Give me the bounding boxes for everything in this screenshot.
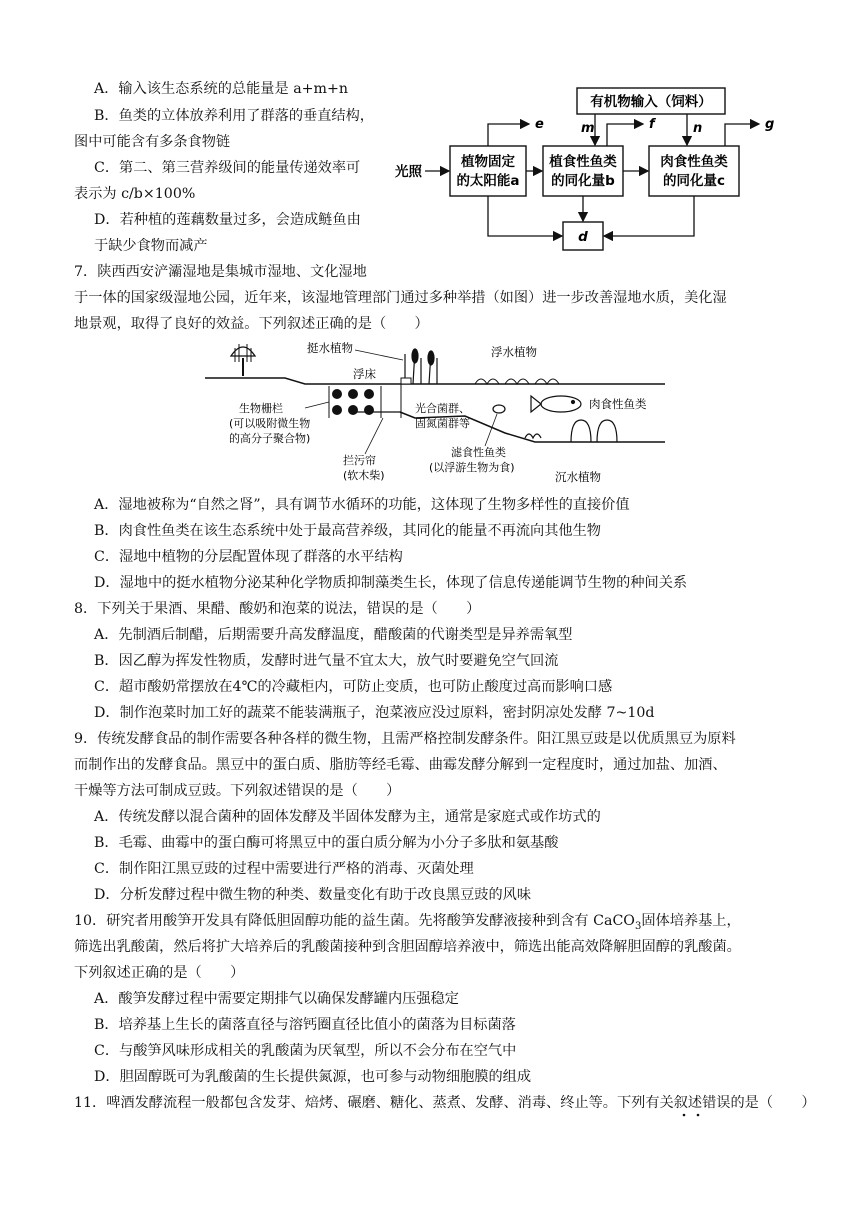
q6-option-b: B．鱼类的立体放养利用了群落的垂直结构， bbox=[94, 108, 374, 124]
q8-option-d: D．制作泡菜时加工好的蔬菜不能装满瓶子，泡菜液应没过原料，密封阴凉处发酵 7~10d bbox=[94, 705, 655, 721]
bio-fence bbox=[329, 386, 381, 418]
submerged-plants-icon bbox=[525, 420, 617, 442]
q9-stem-line3: 干燥等方法可制成豆豉。下列叙述错误的是（ ） bbox=[74, 783, 401, 799]
q9-option-a: A．传统发酵以混合菌种的固体发酵及半固体发酵为主，通常是家庭式或作坊式的 bbox=[94, 809, 601, 825]
label-floating-plants: 浮水植物 bbox=[491, 345, 537, 359]
q6-option-d: D．若种植的莲藕数量过多，会造成鲢鱼由 bbox=[94, 212, 361, 228]
box-b-line1: 植食性鱼类 bbox=[549, 154, 617, 170]
q7-option-a: A．湿地被称为“自然之肾”，具有调节水循环的功能，这体现了生物多样性的直接价值 bbox=[94, 497, 630, 513]
q9-option-b: B．毛霉、曲霉中的蛋白酶可将黑豆中的蛋白质分解为小分子多肽和氨基酸 bbox=[94, 835, 559, 851]
box-d-label: d bbox=[578, 229, 588, 245]
label-filter-fish-1: 滤食性鱼类 bbox=[451, 446, 506, 459]
label-fence-3: 的高分子聚合物) bbox=[229, 432, 311, 445]
label-carnivore-fish: 肉食性鱼类 bbox=[589, 397, 647, 411]
q7-stem-line2: 于一体的国家级湿地公园，近年来，该湿地管理部门通过多种举措（如图）进一步改善湿地水质，美化湿 bbox=[74, 290, 727, 306]
q10-option-c: C．与酸笋风味形成相关的乳酸菌为厌氧型，所以不会分布在空气中 bbox=[94, 1043, 517, 1059]
label-f: f bbox=[649, 117, 655, 132]
q10-stem-line2: 筛选出乳酸菌，然后将扩大培养后的乳酸菌接种到含胆固醇培养液中，筛选出能高效降解胆固醇的乳酸菌。 bbox=[74, 939, 741, 955]
box-b-line2: 的同化量b bbox=[551, 173, 615, 189]
carnivore-fish-icon bbox=[531, 396, 581, 412]
q7-option-b: B．肉食性鱼类在该生态系统中处于最高营养级，其同化的能量不再流向其他生物 bbox=[94, 523, 601, 539]
q8-option-b: B．因乙醇为挥发性物质，发酵时进气量不宜太大，放气时要避免空气回流 bbox=[94, 653, 559, 669]
label-submerged: 沉水植物 bbox=[555, 470, 601, 484]
q9-option-c: C．制作阳江黑豆豉的过程中需要进行严格的消毒、灭菌处理 bbox=[94, 861, 474, 877]
emphasis-dots bbox=[678, 1112, 708, 1118]
q7-option-c: C．湿地中植物的分层配置体现了群落的水平结构 bbox=[94, 549, 403, 565]
box-a-line1: 植物固定 bbox=[461, 154, 515, 170]
energy-flow-diagram bbox=[395, 84, 785, 256]
q7-stem-line3: 地景观，取得了良好的效益。下列叙述正确的是（ ） bbox=[74, 316, 429, 332]
label-n: n bbox=[693, 121, 703, 136]
label-curtain-1: 拦污帘 bbox=[343, 454, 376, 467]
q9-stem-line1: 9．传统发酵食品的制作需要各种各样的微生物，且需严格控制发酵条件。阳江黑豆豉是以优质黑豆为原料 bbox=[74, 731, 736, 747]
q9-stem-line2: 而制作出的发酵食品。黑豆中的蛋白质、脂肪等经毛霉、曲霉发酵分解到一定程度时，通过加盐、加酒、 bbox=[74, 757, 727, 773]
q6-option-a: A．输入该生态系统的总能量是 a+m+n bbox=[94, 81, 349, 97]
feed-input-label: 有机物输入（饲料） bbox=[590, 94, 712, 110]
q10-stem-line1 bbox=[74, 911, 741, 937]
tree-icon bbox=[231, 344, 255, 376]
q10-option-d: D．胆固醇既可为乳酸菌的生长提供氮源，也可参与动物细胞膜的组成 bbox=[94, 1069, 532, 1085]
floating-plants-icon bbox=[475, 379, 559, 384]
q11-stem: 11．啤酒发酵流程一般都包含发芽、焙烤、碾磨、糖化、蒸煮、发酵、消毒、终止等。下列有关叙述错误的是（ ） bbox=[74, 1095, 816, 1111]
q10-option-b: B．培养基上生长的菌落直径与溶钙圈直径比值小的菌落为目标菌落 bbox=[94, 1017, 516, 1033]
q7-stem-line1: 7．陕西西安浐灞湿地是集城市湿地、文化湿地 bbox=[74, 264, 367, 280]
filter-fish-icon bbox=[493, 405, 505, 413]
light-label: 光照 bbox=[395, 164, 422, 180]
label-bacteria-2: 固氮菌群等 bbox=[415, 417, 470, 430]
label-floating-bed: 浮床 bbox=[353, 367, 376, 381]
box-a-line2: 的太阳能a bbox=[456, 173, 520, 189]
q10-stem-line1-sub: 3 bbox=[634, 920, 642, 932]
label-g: g bbox=[765, 117, 775, 132]
q8-stem: 8．下列关于果酒、果醋、酸奶和泡菜的说法，错误的是（ ） bbox=[74, 601, 481, 617]
box-c-line2: 的同化量c bbox=[662, 173, 726, 189]
label-filter-fish-2: (以浮游生物为食) bbox=[429, 461, 515, 474]
q10-stem-line3: 下列叙述正确的是（ ） bbox=[74, 965, 245, 981]
q7-option-d: D．湿地中的挺水植物分泌某种化学物质抑制藻类生长，体现了信息传递能调节生物的种间关系 bbox=[94, 575, 688, 591]
q10-stem-line1-b: 固体培养基上， bbox=[641, 913, 741, 929]
label-fence-2: (可以吸附微生物 bbox=[229, 417, 311, 430]
q8-option-c: C．超市酸奶常摆放在4℃的冷藏柜内，可防止变质，也可防止酸度过高而影响口感 bbox=[94, 679, 613, 695]
q8-option-a: A．先制酒后制醋，后期需要升高发酵温度，醋酸菌的代谢类型是异养需氧型 bbox=[94, 627, 573, 643]
q6-option-b-cont: 图中可能含有多条食物链 bbox=[74, 134, 231, 150]
wetland-figure bbox=[205, 338, 665, 490]
box-c-line1: 肉食性鱼类 bbox=[660, 154, 728, 170]
label-curtain-2: (软木柴) bbox=[343, 469, 385, 482]
label-fence-1: 生物栅栏 bbox=[239, 402, 283, 415]
label-emergent: 挺水植物 bbox=[307, 341, 353, 355]
label-bacteria-1: 光合菌群、 bbox=[415, 402, 470, 415]
q10-option-a: A．酸笋发酵过程中需要定期排气以确保发酵罐内压强稳定 bbox=[94, 991, 459, 1007]
label-m: m bbox=[581, 121, 595, 136]
q6-option-d-cont: 于缺少食物而减产 bbox=[94, 238, 208, 254]
q10-stem-line1-a: 10．研究者用酸笋开发具有降低胆固醇功能的益生菌。先将酸笋发酵液接种到含有 CaCO bbox=[74, 913, 635, 929]
q9-option-d: D．分析发酵过程中微生物的种类、数量变化有助于改良黑豆豉的风味 bbox=[94, 887, 532, 903]
q6-option-c-cont: 表示为 c/b×100% bbox=[74, 186, 196, 202]
label-e: e bbox=[535, 117, 544, 132]
q6-option-c: C．第二、第三营养级间的能量传递效率可 bbox=[94, 160, 361, 176]
